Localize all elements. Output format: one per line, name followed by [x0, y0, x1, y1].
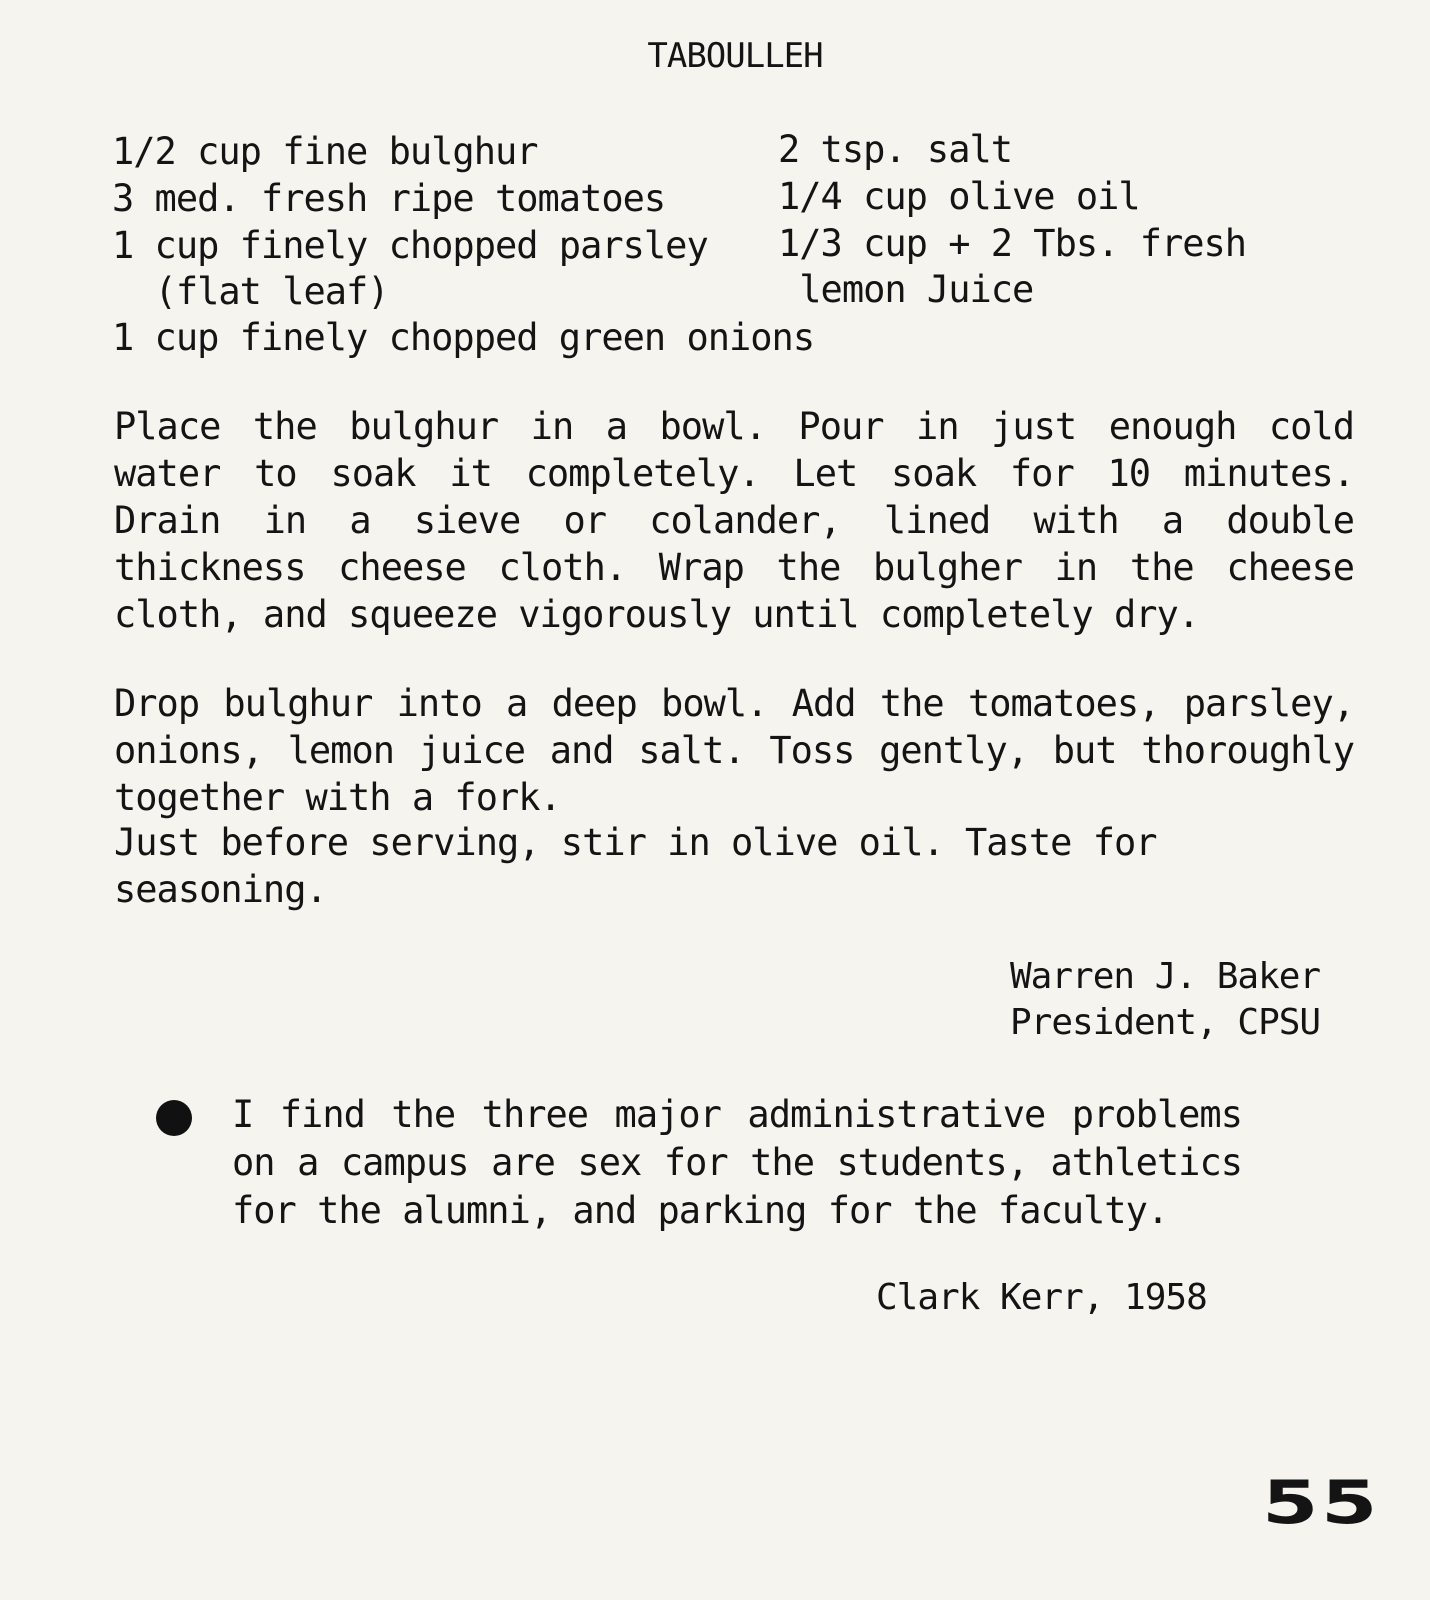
ingredient-line: 1 cup finely chopped green onions — [112, 316, 815, 359]
instruction-paragraph: Place the bulghur in a bowl. Pour in just enough cold water to soak it completely. Let soak for 10 minutes. Drain in a sieve or colander, lined with a double thickness cheese cloth. Wrap the bulgher in the cheese cloth, and squeeze vigorously until completely dry. — [114, 405, 1354, 636]
page-number: 55 — [1262, 1468, 1381, 1538]
quote-text: I find the three major administrative problems on a campus are sex for the students, athletics for the alumni, and parking for the faculty. — [232, 1093, 1242, 1232]
contributor-title: President, CPSU — [1010, 1002, 1321, 1043]
ingredient-line: 2 tsp. salt — [778, 128, 1013, 171]
ingredient-line: 1 cup finely chopped parsley — [112, 224, 708, 267]
recipe-title: TABOULLEH — [647, 36, 823, 76]
ingredient-line: 1/4 cup olive oil — [778, 175, 1140, 218]
contributor-name: Warren J. Baker — [1010, 956, 1321, 997]
ingredient-line: (flat leaf) — [112, 270, 389, 313]
ingredient-line: lemon Juice — [778, 268, 1034, 311]
bullet-icon — [156, 1100, 192, 1136]
instruction-paragraph: Just before serving, stir in olive oil. Taste for seasoning. — [114, 821, 1157, 911]
instruction-paragraph: Drop bulghur into a deep bowl. Add the tomatoes, parsley, onions, lemon juice and salt. Toss gently, but thoroughly together with a fork. — [114, 682, 1354, 819]
ingredient-line: 1/2 cup fine bulghur — [112, 130, 538, 173]
quote-attribution: Clark Kerr, 1958 — [876, 1277, 1207, 1318]
ingredient-line: 1/3 cup + 2 Tbs. fresh — [778, 222, 1247, 265]
ingredient-line: 3 med. fresh ripe tomatoes — [112, 177, 666, 220]
